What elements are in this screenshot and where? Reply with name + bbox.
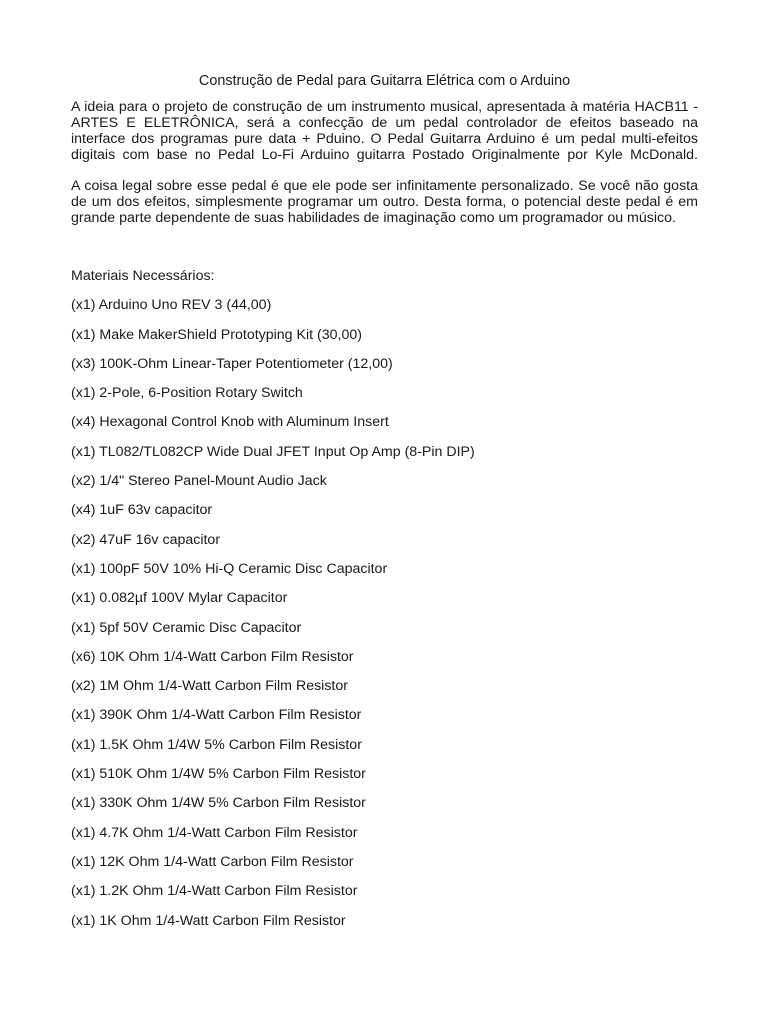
materials-heading: Materiais Necessários: bbox=[71, 268, 215, 284]
material-item: (x1) 100pF 50V 10% Hi-Q Ceramic Disc Capacitor bbox=[71, 560, 388, 577]
material-item: (x1) 2-Pole, 6-Position Rotary Switch bbox=[71, 385, 303, 402]
material-item: (x3) 100K-Ohm Linear-Taper Potentiometer (12,00) bbox=[71, 355, 393, 372]
material-item: (x2) 47uF 16v capacitor bbox=[71, 531, 221, 548]
material-item: (x1) 1K Ohm 1/4-Watt Carbon Film Resistor bbox=[71, 912, 346, 929]
material-item: (x2) 1M Ohm 1/4-Watt Carbon Film Resistor bbox=[71, 678, 348, 695]
intro-paragraph: A ideia para o projeto de construção de um instrumento musical, apresentada à matéria HACB11 - ARTES E ELETRÔNICA, será a confecção de um pedal controlador de efeitos baseado na interface dos programas pure data + Pduino. O Pedal Guitarra Arduino é um pedal multi-efeitos digitais com base no Pedal Lo-Fi Arduino guitarra Postado Originalmente por Kyle McDonald. bbox=[71, 99, 698, 163]
document-title: Construção de Pedal para Guitarra Elétrica com o Arduino bbox=[198, 73, 571, 89]
material-item: (x1) 330K Ohm 1/4W 5% Carbon Film Resistor bbox=[71, 795, 366, 812]
material-item: (x1) Make MakerShield Prototyping Kit (30,00) bbox=[71, 326, 362, 343]
material-item: (x1) 390K Ohm 1/4-Watt Carbon Film Resistor bbox=[71, 707, 362, 724]
material-item: (x2) 1/4" Stereo Panel-Mount Audio Jack bbox=[71, 473, 327, 490]
material-item: (x1) 1.2K Ohm 1/4-Watt Carbon Film Resistor bbox=[71, 883, 358, 900]
material-item: (x1) 510K Ohm 1/4W 5% Carbon Film Resistor bbox=[71, 766, 366, 783]
material-item: (x1) 4.7K Ohm 1/4-Watt Carbon Film Resistor bbox=[71, 824, 358, 841]
material-item: (x4) Hexagonal Control Knob with Aluminum Insert bbox=[71, 414, 389, 431]
material-item: (x6) 10K Ohm 1/4-Watt Carbon Film Resistor bbox=[71, 648, 354, 665]
materials-list bbox=[71, 297, 698, 928]
material-item: (x4) 1uF 63v capacitor bbox=[71, 502, 213, 519]
material-item: (x1) 0.082µf 100V Mylar Capacitor bbox=[71, 590, 288, 607]
document-page bbox=[71, 72, 698, 929]
material-item: (x1) Arduino Uno REV 3 (44,00) bbox=[71, 297, 272, 314]
material-item: (x1) 1.5K Ohm 1/4W 5% Carbon Film Resistor bbox=[71, 736, 362, 753]
material-item: (x1) 12K Ohm 1/4-Watt Carbon Film Resistor bbox=[71, 853, 354, 870]
material-item: (x1) 5pf 50V Ceramic Disc Capacitor bbox=[71, 619, 302, 636]
material-item: (x1) TL082/TL082CP Wide Dual JFET Input Op Amp (8-Pin DIP) bbox=[71, 443, 475, 460]
customization-paragraph: A coisa legal sobre esse pedal é que ele pode ser infinitamente personalizado. Se você não gosta de um dos efeitos, simplesmente programar um outro. Desta forma, o potencial deste pedal é em grande parte dependente de suas habilidades de imaginação como um programador ou músico. bbox=[71, 178, 698, 226]
